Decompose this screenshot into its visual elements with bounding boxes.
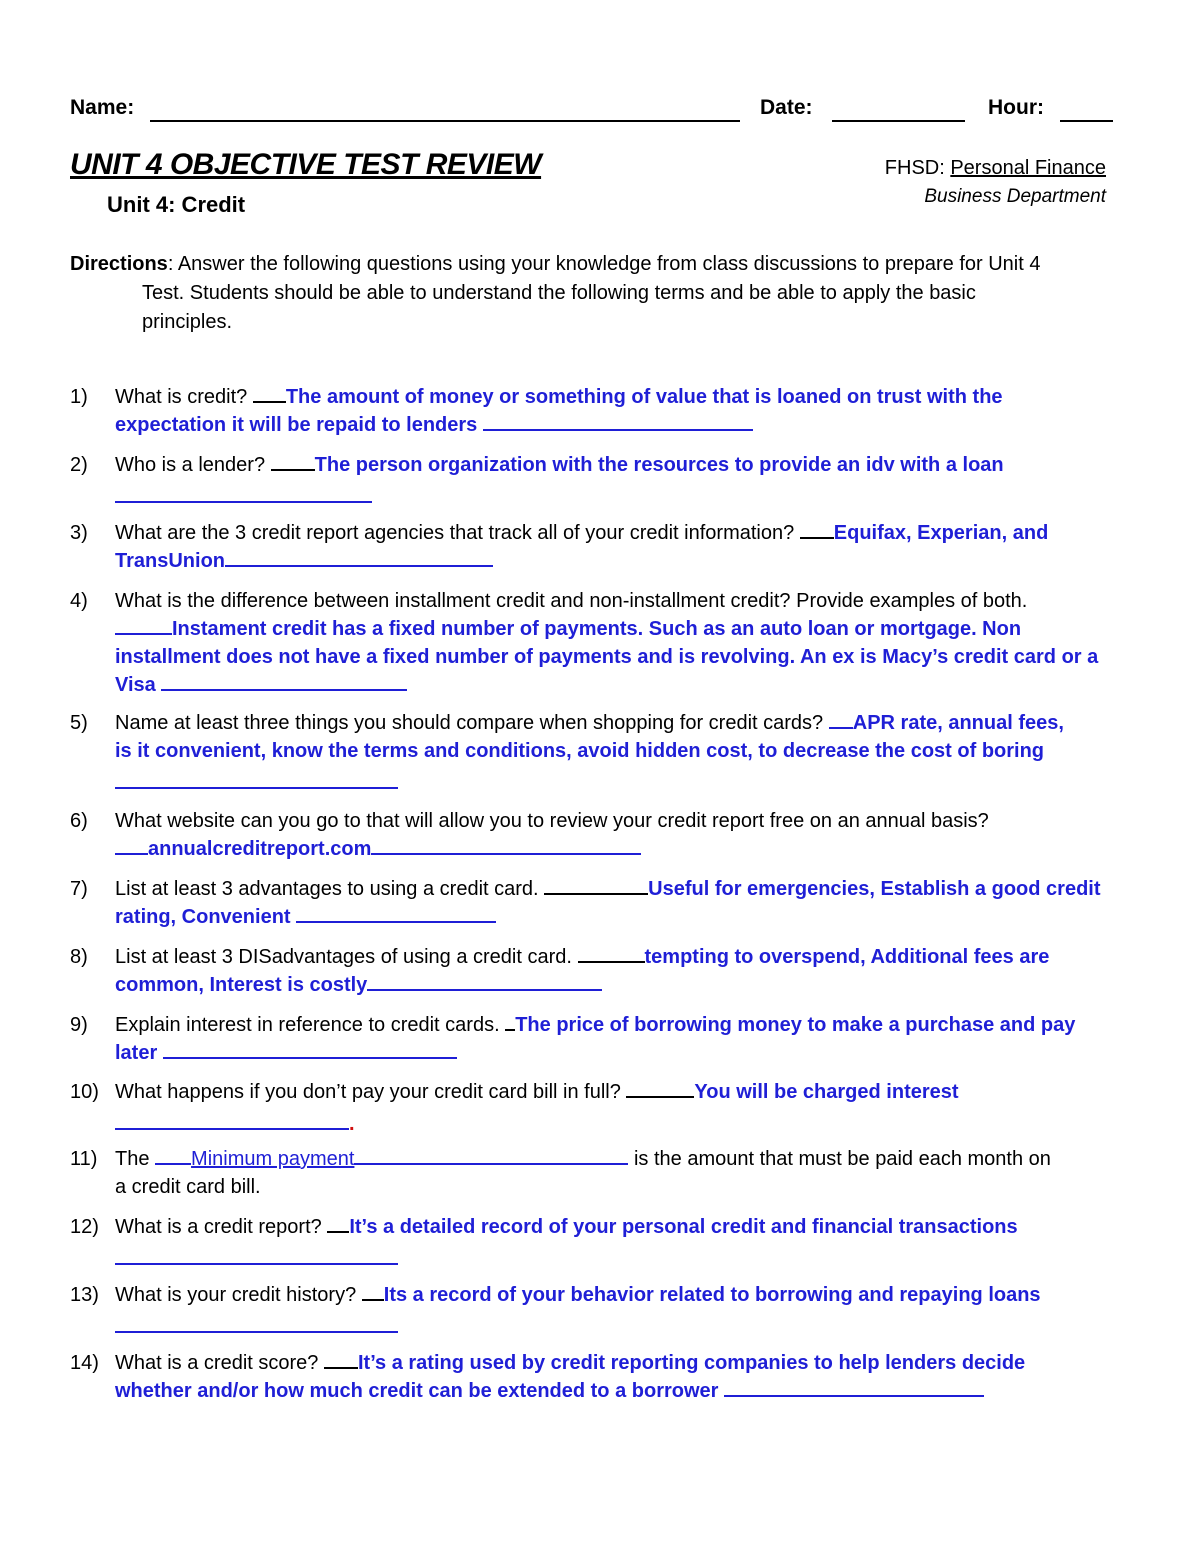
answer-text: It’s a detailed record of your personal credit and financial transactions (349, 1216, 1018, 1238)
answer-text: Its a record of your behavior related to borrowing and repaying loans (383, 1284, 1041, 1306)
question-text: List at least 3 DISadvantages of using a credit card. (115, 946, 572, 968)
question-14 (70, 1349, 1140, 1405)
question-number: 3) (70, 522, 88, 544)
org-line (885, 157, 1106, 180)
district-label: FHSD: (884, 157, 945, 179)
answer-text-2: common, Interest is costly (115, 974, 368, 996)
directions-text-1: : Answer the following questions using your knowledge from class discussions to prepare for Unit 4 (167, 253, 1041, 275)
question-12 (70, 1213, 1140, 1273)
question-number: 13) (70, 1284, 99, 1306)
answer-text: Minimum payment (191, 1148, 355, 1170)
answer-text-2: is it convenient, know the terms and conditions, avoid hidden cost, to decrease the cost of boring (115, 740, 1045, 762)
question-8 (70, 943, 1140, 999)
answer-text-3: Visa (115, 674, 156, 696)
question-text: What is a credit score? (115, 1352, 319, 1374)
question-number: 1) (70, 386, 88, 408)
hour-label: Hour: (988, 96, 1044, 119)
answer-text: The person organization with the resources to provide an idv with a loan (314, 454, 1004, 476)
hour-field[interactable] (1060, 120, 1113, 122)
directions (70, 250, 1130, 337)
question-text: What is the difference between installment credit and non-installment credit? Provide examples of both. (115, 590, 1028, 612)
question-text: What website can you go to that will allow you to review your credit report free on an annual basis? (115, 810, 989, 832)
answer-text: The price of borrowing money to make a purchase and pay (515, 1014, 1076, 1036)
question-text: What are the 3 credit report agencies that track all of your credit information? (115, 522, 795, 544)
directions-label: Directions (70, 253, 168, 275)
name-field[interactable] (150, 120, 740, 122)
answer-text: APR rate, annual fees, (852, 712, 1064, 734)
answer-end-mark: . (349, 1113, 355, 1135)
question-number: 12) (70, 1216, 99, 1238)
answer-text: Equifax, Experian, and (833, 522, 1049, 544)
question-text: List at least 3 advantages to using a credit card. (115, 878, 539, 900)
question-number: 10) (70, 1081, 99, 1103)
question-3 (70, 519, 1140, 575)
question-text: What is credit? (115, 386, 248, 408)
answer-text: annualcreditreport.com (148, 838, 372, 860)
date-field[interactable] (832, 120, 965, 122)
answer-text: You will be charged interest (694, 1081, 959, 1103)
page-subtitle: Unit 4: Credit (107, 192, 246, 217)
directions-text-2: Test. Students should be able to understand the following terms and be able to apply the basic (142, 282, 976, 304)
answer-text-2: installment does not have a fixed number of payments and is revolving. An ex is Macy’s credit card or a (115, 646, 1099, 668)
page-title: UNIT 4 OBJECTIVE TEST REVIEW (70, 148, 542, 181)
question-2 (70, 451, 1140, 511)
question-text: What happens if you don’t pay your credit card bill in full? (115, 1081, 621, 1103)
question-number: 4) (70, 590, 88, 612)
question-text: The (115, 1148, 150, 1170)
question-number: 5) (70, 712, 88, 734)
answer-text: tempting to overspend, Additional fees are (644, 946, 1050, 968)
question-number: 7) (70, 878, 88, 900)
question-13 (70, 1281, 1140, 1341)
question-text: Who is a lender? (115, 454, 266, 476)
answer-text: It’s a rating used by credit reporting companies to help lenders decide (357, 1352, 1026, 1374)
date-label: Date: (760, 96, 813, 119)
question-text: What is your credit history? (115, 1284, 357, 1306)
question-6 (70, 807, 1140, 863)
question-9 (70, 1011, 1140, 1067)
question-number: 8) (70, 946, 88, 968)
course-name: Personal Finance (950, 157, 1106, 179)
answer-text-2: whether and/or how much credit can be extended to a borrower (115, 1380, 719, 1402)
answer-text-2: later (115, 1042, 158, 1064)
name-label: Name: (70, 96, 135, 119)
answer-text: Instament credit has a fixed number of payments. Such as an auto loan or mortgage. Non (172, 618, 1022, 640)
question-11 (70, 1145, 1140, 1201)
question-1 (70, 383, 1140, 439)
answer-text: Useful for emergencies, Establish a good credit (648, 878, 1101, 900)
question-number: 2) (70, 454, 88, 476)
answer-text-2: rating, Convenient (115, 906, 291, 928)
question-text: Explain interest in reference to credit cards. (115, 1014, 500, 1036)
question-number: 14) (70, 1352, 99, 1374)
answer-text-2: TransUnion (115, 550, 226, 572)
directions-text-3: principles. (142, 311, 233, 333)
question-number: 6) (70, 810, 88, 832)
question-10 (70, 1078, 1140, 1138)
question-text: Name at least three things you should compare when shopping for credit cards? (115, 712, 824, 734)
question-text: What is a credit report? (115, 1216, 322, 1238)
question-number: 11) (70, 1148, 98, 1170)
question-7 (70, 875, 1140, 931)
question-text-2: is the amount that must be paid each month on (633, 1148, 1051, 1170)
answer-text: The amount of money or something of value that is loaned on trust with the (285, 386, 1003, 408)
answer-text-2: expectation it will be repaid to lenders (115, 414, 478, 436)
question-text-3: a credit card bill. (115, 1176, 261, 1198)
question-4 (70, 587, 1140, 699)
question-5 (70, 709, 1140, 797)
question-number: 9) (70, 1014, 88, 1036)
department: Business Department (924, 186, 1106, 207)
